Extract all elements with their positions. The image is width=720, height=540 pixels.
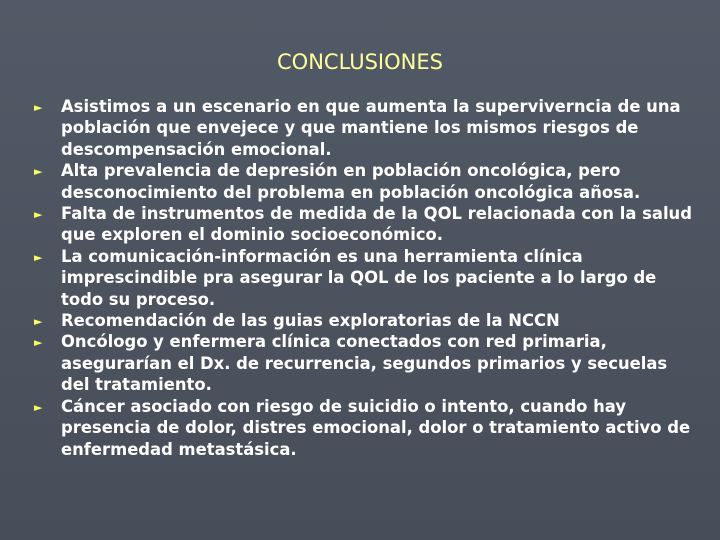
- triangle-bullet-icon: ►: [34, 101, 43, 114]
- bullet-item: [0, 331, 720, 395]
- bullet-text: La comunicación-información es una herramienta clínica imprescindible pra asegurar la QOL de los paciente a lo largo de todo su proceso.: [61, 246, 657, 309]
- bullet-item: [0, 396, 720, 460]
- bullet-list: [0, 96, 720, 460]
- bullet-text: Cáncer asociado con riesgo de suicidio o intento, cuando hay presencia de dolor, distres emocional, dolor o tratamiento activo de enfermedad metastásica.: [61, 396, 691, 459]
- triangle-bullet-icon: ►: [34, 315, 43, 329]
- triangle-bullet-icon: ►: [34, 250, 43, 264]
- bullet-item: [0, 96, 720, 160]
- triangle-bullet-icon: ►: [34, 400, 43, 414]
- bullet-item: [0, 310, 720, 331]
- bullet-text: Asistimos a un escenario en que aumenta la superviverncia de una población que envejece y que mantiene los mismos riesgos de descompensación emocional.: [61, 97, 681, 159]
- bullet-item: [0, 160, 720, 203]
- triangle-bullet-icon: ►: [34, 165, 43, 179]
- triangle-bullet-icon: ►: [34, 336, 43, 350]
- triangle-bullet-icon: ►: [34, 208, 43, 222]
- bullet-item: [0, 203, 720, 246]
- bullet-text: Oncólogo y enfermera clínica conectados con red primaria, asegurarían el Dx. de recurrencia, segundos primarios y secuelas del tratamiento.: [61, 332, 668, 395]
- slide-title: CONCLUSIONES: [277, 50, 443, 74]
- bullet-text: Alta prevalencia de depresión en población oncológica, pero desconocimiento del problema en población oncológica añosa.: [61, 161, 641, 202]
- bullet-item: [0, 246, 720, 310]
- bullet-text: Recomendación de las guias exploratorias de la NCCN: [61, 311, 560, 331]
- bullet-text: Falta de instrumentos de medida de la QOL relacionada con la salud que exploren el dominio socioeconómico.: [61, 204, 692, 245]
